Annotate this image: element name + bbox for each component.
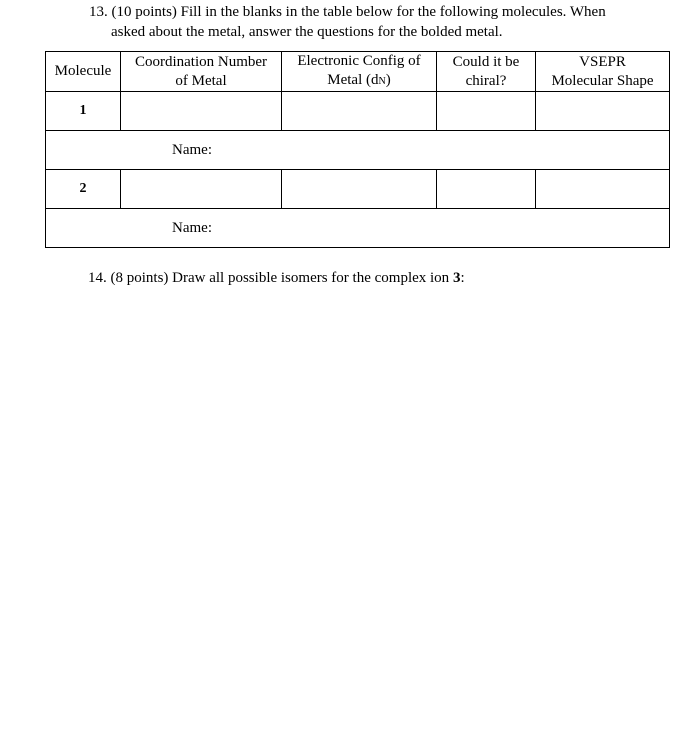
electronic-config-cell[interactable] — [282, 92, 437, 131]
vsepr-shape-cell[interactable] — [536, 170, 670, 209]
question-14-text: 14. (8 points) Draw all possible isomers for the complex ion — [88, 270, 453, 286]
name-cell[interactable] — [46, 131, 670, 170]
molecule-number: 1 — [46, 92, 121, 131]
chiral-cell[interactable] — [437, 170, 536, 209]
header-chiral: Could it be chiral? — [437, 52, 536, 92]
coordination-number-cell[interactable] — [121, 92, 282, 131]
header-row — [46, 52, 670, 92]
complex-ion-number: 3 — [452, 270, 461, 286]
chiral-cell[interactable] — [437, 92, 536, 131]
name-label: Name: — [172, 219, 212, 236]
vsepr-shape-cell[interactable] — [536, 92, 670, 131]
question-14: 14. (8 points) Draw all possible isomers for the complex ion 3: — [88, 270, 465, 286]
answer-table — [45, 51, 670, 248]
molecule-row-2 — [46, 170, 670, 209]
question-13-line-2: asked about the metal, answer the questions for the bolded metal. — [111, 24, 503, 40]
coordination-number-cell[interactable] — [121, 170, 282, 209]
question-13-line-1: 13. (10 points) Fill in the blanks in the table below for the following molecules. When — [89, 4, 606, 20]
molecule-row-1 — [46, 92, 670, 131]
name-label: Name: — [172, 141, 212, 158]
header-electronic-config: Electronic Config of Metal (dN) — [282, 52, 437, 92]
header-vsepr-shape: VSEPR Molecular Shape — [536, 52, 670, 92]
electronic-config-cell[interactable] — [282, 170, 437, 209]
molecule-number: 2 — [46, 170, 121, 209]
name-row-1 — [46, 131, 670, 170]
name-row-2 — [46, 209, 670, 248]
header-molecule: Molecule — [46, 52, 121, 92]
name-cell[interactable] — [46, 209, 670, 248]
question-13 — [89, 2, 679, 42]
header-coordination-number: Coordination Number of Metal — [121, 52, 282, 92]
